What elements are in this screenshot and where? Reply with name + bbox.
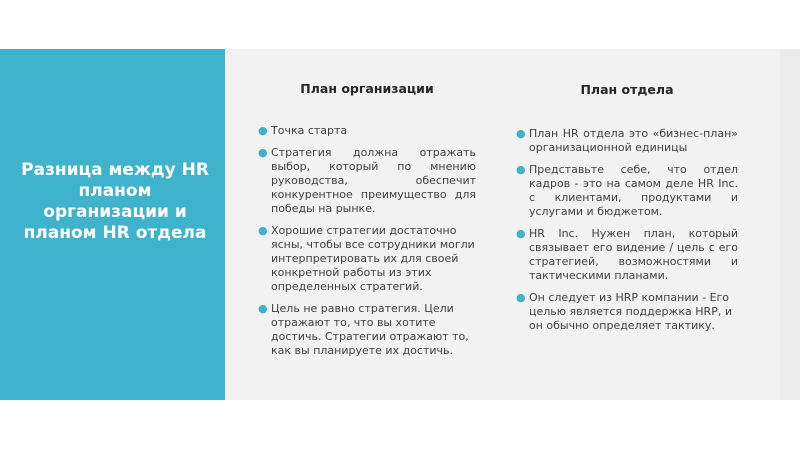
dept-plan-column: [516, 80, 738, 341]
list-item: [258, 124, 476, 138]
right-edge-strip: [780, 49, 800, 400]
bullet-icon: ●: [516, 127, 526, 140]
org-plan-column: [258, 80, 476, 366]
list-item-text: План HR отдела это «бизнес-план» организационной единицы: [529, 127, 738, 154]
bullet-icon: ●: [258, 146, 268, 159]
list-item-text: Он следует из HRP компании - Его целью является поддержка HRP, и он обычно определяет тактику.: [529, 291, 732, 332]
list-item: [516, 291, 738, 333]
list-item: [516, 163, 738, 219]
list-item-text: Точка старта: [271, 124, 348, 137]
list-item-text: Стратегия должна отражать выбор, который по мнению руководства, обеспечит конкурентное преимущество для победы на рынке.: [271, 146, 476, 215]
bullet-icon: ●: [258, 124, 268, 137]
bullet-icon: ●: [516, 227, 526, 240]
list-item-text: Хорошие стратегии достаточно ясны, чтобы все сотрудники могли интерпретировать их для своей конкретной работы из этих определенных стратегий.: [271, 224, 475, 293]
bullet-icon: ●: [258, 224, 268, 237]
org-plan-heading: План организации: [300, 81, 434, 96]
org-plan-list: [258, 124, 476, 358]
list-item: [258, 302, 476, 358]
dept-plan-list: [516, 127, 738, 333]
list-item: [516, 127, 738, 155]
bullet-icon: ●: [516, 291, 526, 304]
list-item-text: Цель не равно стратегия. Цели отражают то, что вы хотите достичь. Стратегии отражают то, как вы планируете их достичь.: [271, 302, 469, 357]
list-item: [258, 146, 476, 216]
slide-title: Разница между HR планом организации и планом HR отдела: [21, 160, 209, 243]
bullet-icon: ●: [516, 163, 526, 176]
bullet-icon: ●: [258, 302, 268, 315]
dept-plan-heading: План отдела: [580, 82, 674, 97]
list-item-text: HR Inc. Нужен план, который связывает его видение / цель с его стратегией, возможностями и тактическими планами.: [529, 227, 738, 282]
list-item-text: Представьте себе, что отдел кадров - это на самом деле HR Inc. с клиентами, продуктами и услугами и бюджетом.: [529, 163, 738, 218]
list-item: [516, 227, 738, 283]
list-item: [258, 224, 476, 294]
